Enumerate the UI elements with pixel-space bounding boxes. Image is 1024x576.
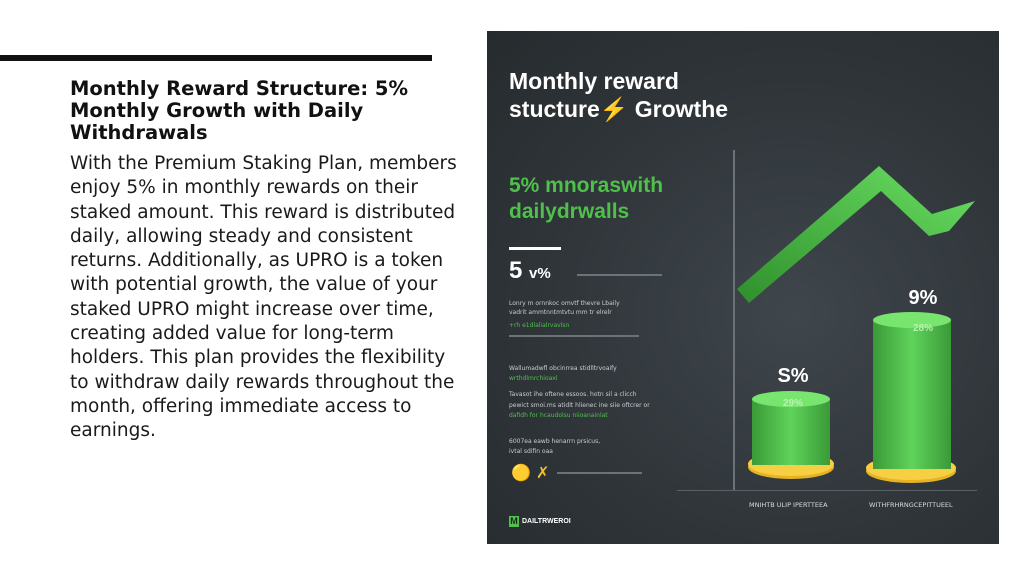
fine-text-8: dafidh for hcaudolsu niioanainlat	[509, 412, 608, 419]
infographic-title-line-1: Monthly reward	[509, 68, 679, 94]
fine-text-10: ivtal sdifin oaa	[509, 448, 553, 455]
infographic-image	[487, 31, 999, 544]
logo-mark: M	[510, 516, 518, 526]
footer-right-text: WITHFRHRNGCEPITTUEEL	[869, 501, 953, 509]
big-value-number: 5	[509, 257, 523, 284]
fine-text-6: Tavasot ihe oftene essoos. hotn sil a clicch	[509, 391, 637, 398]
slide-heading: Monthly Reward Structure: 5% Monthly Growth with Daily Withdrawals	[70, 77, 409, 144]
fine-text-2: vadrit ammtnntmtvtu mm tr elrelr	[509, 309, 612, 316]
slide-body-text: With the Premium Staking Plan, members enjoy 5% in monthly rewards on their staked amount. This reward is distributed daily, allowing steady and consistent returns. Additionally, as UPRO is a token with potential growth, the value of your staked UPRO might increase over time, creating added value for long-term holders. This plan provides the flexibility to withdraw daily rewards throughout the month, offering immediate access to earnings.	[70, 153, 457, 442]
top-rule	[0, 55, 432, 61]
bar-left-label: S%	[777, 365, 809, 387]
chart-baseline	[677, 490, 977, 491]
bar-right-label: 9%	[908, 287, 938, 309]
fine-text-3: +rh e1dlalialrvavlsn	[509, 322, 570, 329]
fine-text-7: pewict smoi.ms atidlt hlienec ine siie oftcrer or	[509, 402, 650, 409]
infographic-title-line-2: stucture⚡ Growthe	[509, 96, 729, 122]
fine-text-4: Wallumadwfl obcinrrea stidlltrvoaify	[509, 365, 617, 372]
logo-text: DAILTRWEROI	[522, 518, 571, 525]
infographic-subtitle-line-1: 5% mnoraswith	[509, 174, 664, 197]
fine-text-5: wrthdlmrchioaxl	[509, 375, 558, 382]
bar-right	[873, 320, 951, 469]
infographic-subtitle-line-2: dailydrwalls	[509, 200, 630, 223]
growth-arrow	[737, 166, 975, 303]
big-value-suffix: v%	[529, 265, 551, 282]
fine-text-9: 6007ea eawb henarrn prsicus,	[509, 438, 601, 445]
fine-text-1: Lonry m ornnkoc omvtf thevre Lbaily	[509, 300, 620, 307]
bar-right-inner-label: 28%	[912, 323, 933, 334]
footer-left-text: MNIHTB ULIP IPERTTEEA	[749, 501, 828, 509]
coin-icon: 🟡 ✗	[511, 463, 550, 482]
bar-left-inner-label: 29%	[782, 398, 803, 409]
brand-logo	[509, 516, 571, 527]
